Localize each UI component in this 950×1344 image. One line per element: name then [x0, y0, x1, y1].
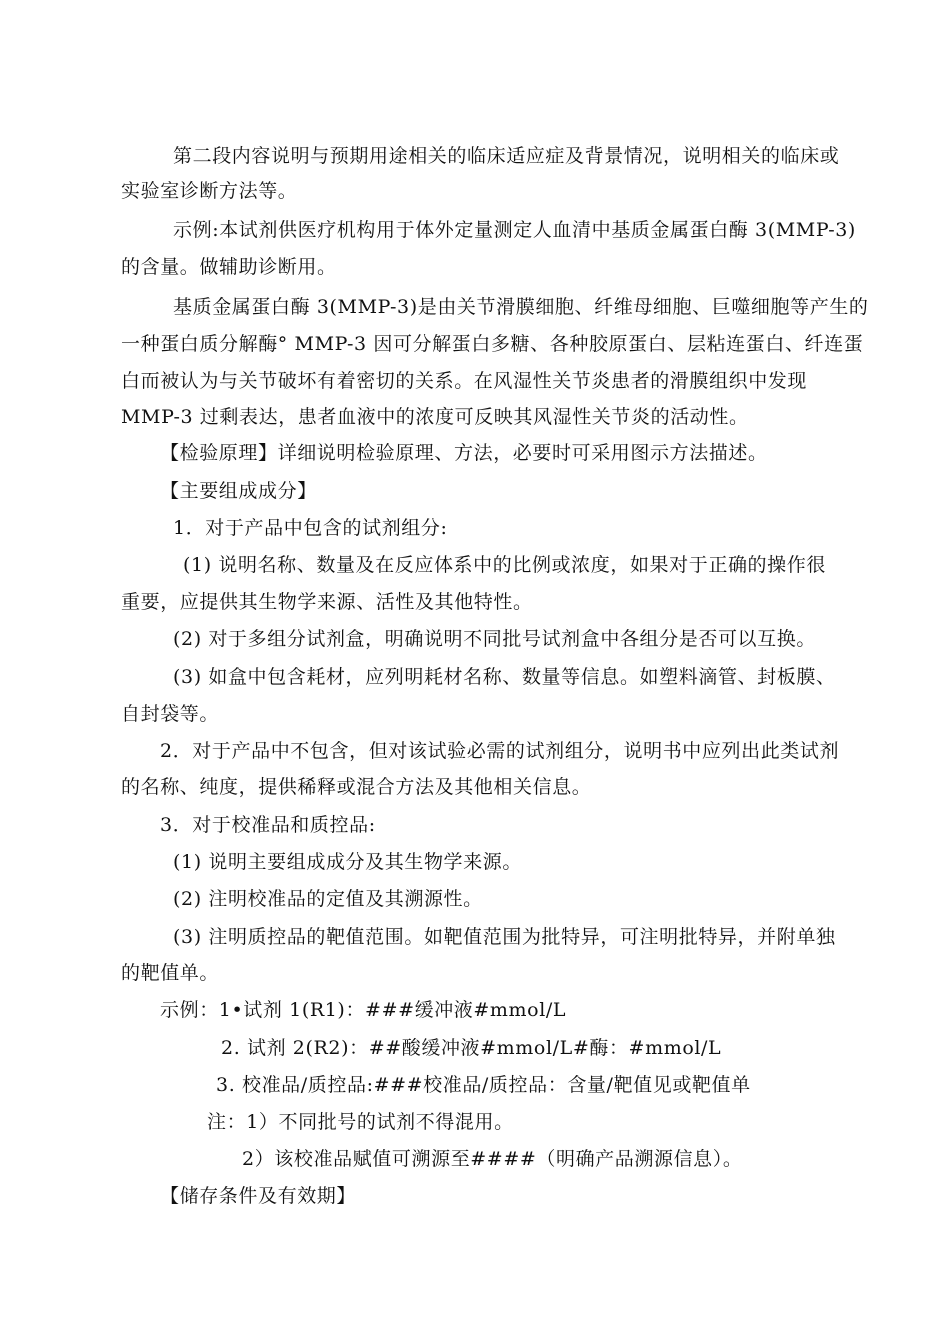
- example-line-1: 示例:本试剂供医疗机构用于体外定量测定人血清中基质金属蛋白酶 3(MMP-3): [173, 219, 856, 241]
- mmp3-para-line-2: 一种蛋白质分解酶° MMP-3 因可分解蛋白多糖、各种胶原蛋白、层粘连蛋白、纤连蛋: [121, 333, 864, 355]
- mmp3-para-line-1: 基质金属蛋白酶 3(MMP-3)是由关节滑膜细胞、纤维母细胞、巨噬细胞等产生的: [173, 296, 869, 318]
- section-principle: 【检验原理】详细说明检验原理、方法，必要时可采用图示方法描述。: [160, 442, 768, 464]
- para-intro-line-2: 实验室诊断方法等。: [121, 180, 298, 202]
- note-1: 注：1）不同批号的试剂不得混用。: [207, 1111, 514, 1133]
- note-2: 2）该校准品赋值可溯源至####（明确产品溯源信息）。: [242, 1148, 743, 1170]
- example-calibrator: 3. 校准品/质控品:###校准品/质控品：含量/靶值见或靶值单: [216, 1074, 751, 1096]
- item-1-1-line-2: 重要，应提供其生物学来源、活性及其他特性。: [121, 591, 533, 613]
- item-1-1-line-1: (1) 说明名称、数量及在反应体系中的比例或浓度，如果对于正确的操作很: [183, 554, 826, 576]
- mmp3-para-line-3: 白而被认为与关节破坏有着密切的关系。在风湿性关节炎患者的滑膜组织中发现: [121, 370, 808, 392]
- item-1-heading: 1．对于产品中包含的试剂组分:: [173, 517, 448, 539]
- example-reagent-1: 示例：1•试剂 1(R1)：###缓冲液#mmol/L: [160, 999, 567, 1021]
- mmp3-para-line-4: MMP-3 过剩表达，患者血液中的浓度可反映其风湿性关节炎的活动性。: [121, 406, 749, 428]
- para-intro-line-1: 第二段内容说明与预期用途相关的临床适应症及背景情况，说明相关的临床或: [173, 145, 840, 167]
- item-1-3-line-2: 自封袋等。: [121, 703, 220, 725]
- section-components-heading: 【主要组成成分】: [160, 480, 317, 502]
- item-2-line-2: 的名称、纯度，提供稀释或混合方法及其他相关信息。: [121, 776, 592, 798]
- item-3-2: (2) 注明校准品的定值及其溯源性。: [173, 888, 483, 910]
- example-line-2: 的含量。做辅助诊断用。: [121, 256, 337, 278]
- item-3-3-line-2: 的靶值单。: [121, 962, 220, 984]
- item-2-line-1: 2．对于产品中不包含，但对该试验必需的试剂组分，说明书中应列出此类试剂: [160, 740, 840, 762]
- item-1-3-line-1: (3) 如盒中包含耗材，应列明耗材名称、数量等信息。如塑料滴管、封板膜、: [173, 666, 836, 688]
- item-3-heading: 3．对于校准品和质控品:: [160, 814, 376, 836]
- item-1-2: (2) 对于多组分试剂盒，明确说明不同批号试剂盒中各组分是否可以互换。: [173, 628, 816, 650]
- item-3-3-line-1: (3) 注明质控品的靶值范围。如靶值范围为批特异，可注明批特异，并附单独: [173, 926, 836, 948]
- section-storage-heading: 【储存条件及有效期】: [160, 1185, 357, 1207]
- item-3-1: (1) 说明主要组成成分及其生物学来源。: [173, 851, 522, 873]
- example-reagent-2: 2. 试剂 2(R2)：##酸缓冲液#mmol/L#酶：#mmol/L: [221, 1037, 722, 1059]
